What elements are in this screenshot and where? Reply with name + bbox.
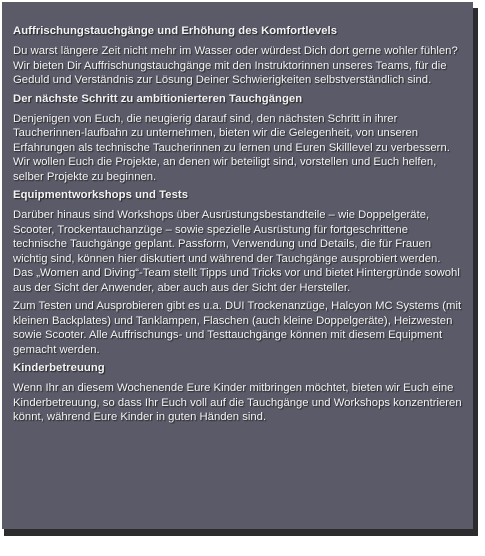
section-refresher-dives xyxy=(13,24,463,88)
section-next-step xyxy=(13,92,463,185)
section-childcare xyxy=(13,361,463,425)
section-paragraph: Darüber hinaus sind Workshops über Ausrüstungsbestandteile – wie Doppelgeräte, Scooter, Trockentauchanzüge – sowie spezielle Ausrüstung für fortgeschrittene technische Tauchgänge geplant. Passform, Verwendung und Details, die für Frauen wichtig sind, können hier diskutiert und während der Tauchgänge ausprobiert werden. Das „Women and Diving“-Team stellt Tipps und Tricks vor und bietet Hintergründe sowohl aus der Sicht der Anwender, aber auch aus der Sicht der Hersteller. xyxy=(13,209,460,294)
section-heading: Auffrischungstauchgänge und Erhöhung des Komfortlevels xyxy=(13,25,338,37)
section-paragraph: Denjenigen von Euch, die neugierig darauf sind, den nächsten Schritt in ihrer Taucherinnen-laufbahn zu unternehmen, bieten wir die Gelegenheit, von unseren Erfahrungen als technische Taucherinnen zu lernen und Euren Skilllevel zu verbessern. Wir wollen Euch die Projekte, an denen wir beteiligt sind, vorstellen und Euch helfen, selber Projekte zu beginnen. xyxy=(13,112,450,183)
section-paragraph: Zum Testen und Ausprobieren gibt es u.a. DUI Trockenanzüge, Halcyon MC Systems (mit kleinen Backplates) und Tanklampen, Flaschen (auch kleine Doppelgeräte), Heizwesten sowie Scooter. Alle Auffrischungs- und Testtauchgänge können mit diesem Equipment gemacht werden. xyxy=(13,300,462,356)
content-panel xyxy=(2,2,473,529)
section-heading: Kinderbetreuung xyxy=(13,362,105,374)
section-equipment-workshops xyxy=(13,188,463,357)
section-heading: Equipmentworkshops und Tests xyxy=(13,189,189,201)
section-paragraph: Wenn Ihr an diesem Wochenende Eure Kinder mitbringen möchtet, bieten wir Euch eine Kinderbetreuung, so dass Ihr Euch voll auf die Tauchgänge und Workshops konzentrieren könnt, während Eure Kinder in guten Händen sind. xyxy=(13,382,462,423)
section-heading: Der nächste Schritt zu ambitionierteren Tauchgängen xyxy=(13,92,303,105)
section-paragraph: Du warst längere Zeit nicht mehr im Wasser oder würdest Dich dort gerne wohler fühlen? Wir bieten Dir Auffrischungstauchgänge mit den Instruktorinnen unseres Teams, für die Geduld und Verständnis zur Lösung Deiner Schwierigkeiten selbstverständlich sind. xyxy=(13,45,458,86)
